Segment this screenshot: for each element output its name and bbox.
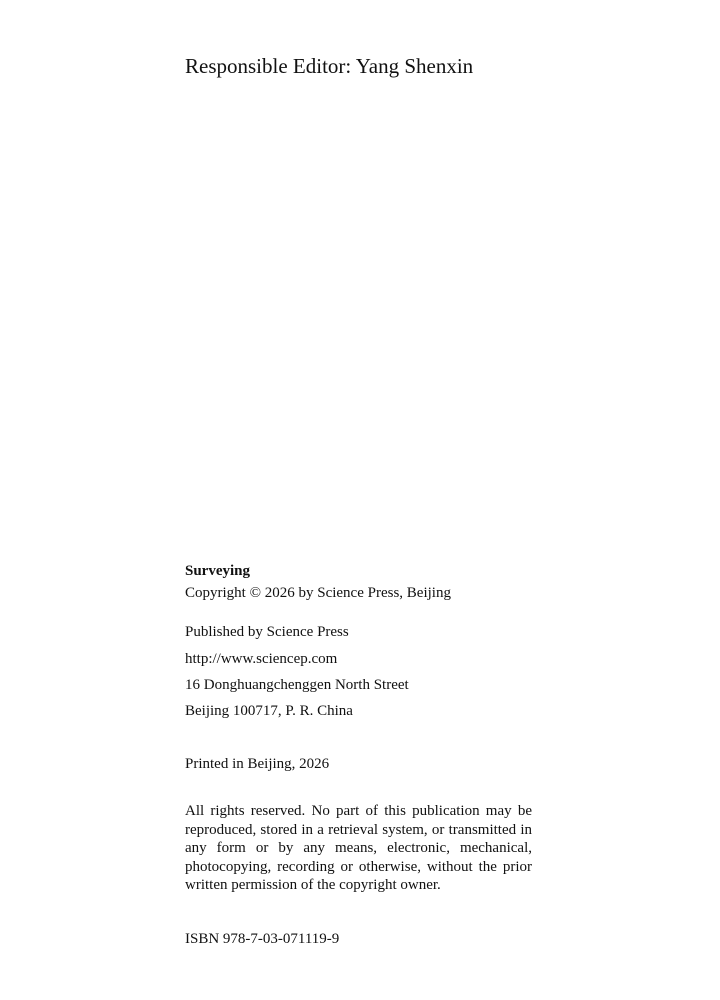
printed-location-year: Printed in Beijing, 2026: [185, 756, 330, 772]
publisher-website: http://www.sciencep.com: [185, 651, 338, 667]
responsible-editor-credit: Responsible Editor: Yang Shenxin: [185, 54, 474, 78]
publisher-street-address: 16 Donghuangchenggen North Street: [185, 677, 409, 693]
isbn-number: ISBN 978-7-03-071119-9: [185, 931, 340, 947]
publisher-name: Published by Science Press: [185, 624, 349, 640]
copyright-line: Copyright © 2026 by Science Press, Beijing: [185, 585, 451, 601]
rights-statement: All rights reserved. No part of this publication may be reproduced, stored in a retrieval system, or transmitted in any form or by any means, electronic, mechanical, photocopying, recording or otherwise, without the prior written permission of the copyright owner.: [185, 803, 532, 893]
book-title: Surveying: [185, 563, 251, 579]
publisher-city-address: Beijing 100717, P. R. China: [185, 703, 353, 719]
